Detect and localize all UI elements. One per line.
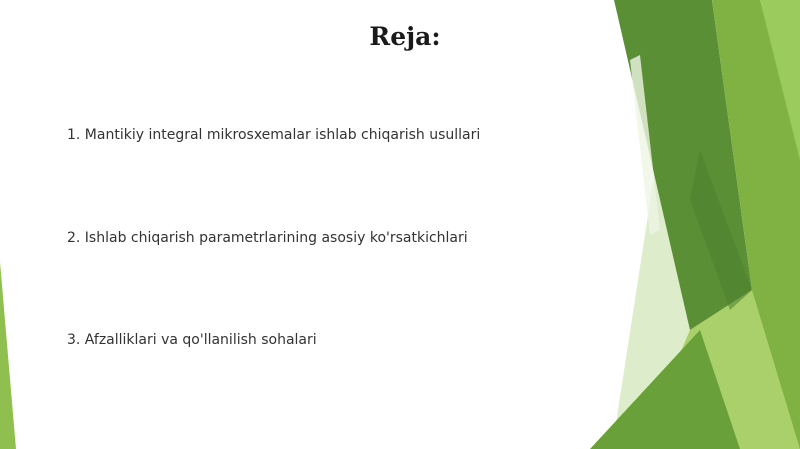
slide-title: Reja: bbox=[369, 22, 441, 51]
plan-item-1: 1. Mantikiy integral mikrosxemalar ishlab chiqarish usullari bbox=[67, 127, 481, 143]
plan-item-3: 3. Afzalliklari va qo'llanilish sohalari bbox=[67, 332, 317, 348]
left-edge-sliver bbox=[0, 262, 16, 449]
plan-item-2: 2. Ishlab chiqarish parametrlarining asosiy ko'rsatkichlari bbox=[67, 230, 468, 246]
